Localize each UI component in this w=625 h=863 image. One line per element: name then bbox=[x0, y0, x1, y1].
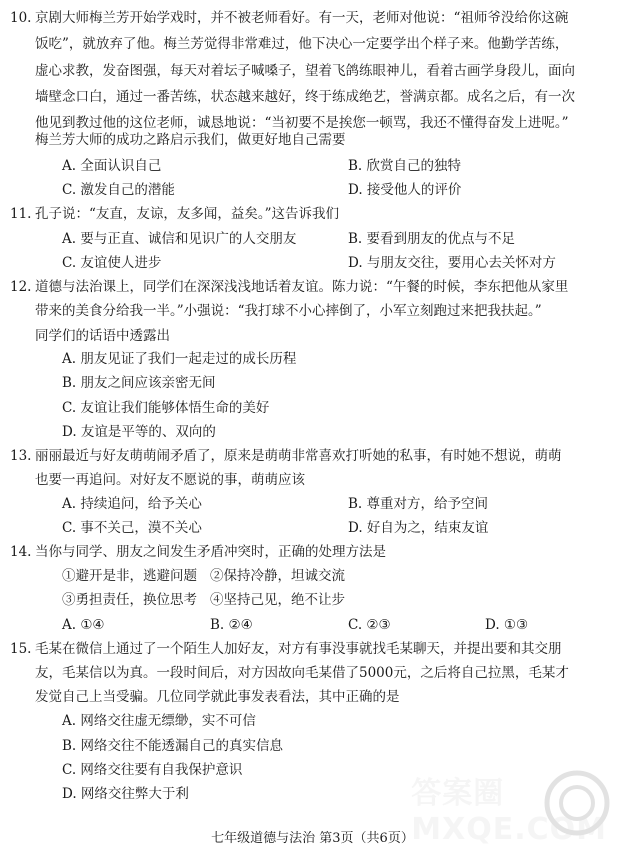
option-b: B. ②④ bbox=[210, 617, 253, 633]
question-number: 15. bbox=[10, 641, 32, 657]
question-text-line: 京剧大师梅兰芳开始学戏时，并不被老师看好。有一天，老师对他说：“祖师爷没给你这碗 bbox=[35, 10, 569, 26]
question-text-line: 同学们的话语中透露出 bbox=[35, 328, 170, 344]
question-text-line: 他见到教过他的这位老师，诚恳地说：“当初要不是挨您一顿骂，我还不懂得奋发上进呢。” bbox=[35, 115, 569, 131]
question-text-line: 当你与同学、朋友之间发生矛盾冲突时，正确的处理方法是 bbox=[35, 544, 386, 560]
option-c: C. 事不关己，漠不关心 bbox=[62, 520, 202, 536]
option-a: A. ①④ bbox=[62, 617, 105, 633]
option-d: D. 接受他人的评价 bbox=[348, 182, 462, 198]
option-b: B. 朋友之间应该亲密无间 bbox=[62, 375, 216, 391]
question-text-line: 友，毛某信以为真。一段时间后，对方因故向毛某借了5000元，之后将自己拉黑，毛某才 bbox=[35, 665, 569, 681]
option-b: B. 要看到朋友的优点与不足 bbox=[348, 231, 516, 247]
option-d: D. ①③ bbox=[485, 617, 529, 633]
question-text-line: 孔子说：“友直，友谅，友多闻，益矣。”这告诉我们 bbox=[35, 206, 340, 222]
question-text-line: 毛某在微信上通过了一个陌生人加好友，对方有事没事就找毛某聊天，并提出要和其交朋 bbox=[35, 641, 562, 657]
option-d: D. 网络交往弊大于利 bbox=[62, 786, 189, 802]
statement-1: ①避开是非，逃避问题 bbox=[62, 568, 197, 584]
question-number: 14. bbox=[10, 544, 32, 560]
option-d: D. 友谊是平等的、双向的 bbox=[62, 424, 216, 440]
option-c: C. 网络交往要有自我保护意识 bbox=[62, 762, 243, 778]
option-d: D. 与朋友交往，要用心去关怀对方 bbox=[348, 255, 556, 271]
question-number: 11. bbox=[10, 206, 32, 222]
option-a: A. 要与正直、诚信和见识广的人交朋友 bbox=[62, 231, 297, 247]
question-text-line: 墙壁念口白，通过一番苦练，状态越来越好，终于练成绝艺，誉满京都。成名之后，有一次 bbox=[35, 89, 575, 105]
option-a: A. 全面认识自己 bbox=[62, 158, 162, 174]
statement-4: ④坚持己见，绝不让步 bbox=[210, 592, 345, 608]
question-text-line: 带来的美食分给我一半。”小强说：“我打球不小心摔倒了，小军立刻跑过来把我扶起。” bbox=[35, 303, 542, 319]
statement-2: ②保持冷静，坦诚交流 bbox=[210, 568, 345, 584]
option-a: A. 网络交往虚无缥缈，实不可信 bbox=[62, 713, 256, 729]
option-d: D. 好自为之，结束友谊 bbox=[348, 520, 489, 536]
option-c: C. ②③ bbox=[348, 617, 391, 633]
option-b: B. 网络交往不能透漏自己的真实信息 bbox=[62, 738, 284, 754]
statement-3: ③勇担责任，换位思考 bbox=[62, 592, 197, 608]
watermark-text: 答案圈 MXQE.COM bbox=[411, 776, 607, 847]
option-b: B. 欣赏自己的独特 bbox=[348, 158, 462, 174]
option-a: A. 持续追问，给予关心 bbox=[62, 496, 202, 512]
question-text-line: 梅兰芳大师的成功之路启示我们，做更好地自己需要 bbox=[35, 132, 346, 148]
option-a: A. 朋友见证了我们一起走过的成长历程 bbox=[62, 351, 297, 367]
option-c: C. 友谊使人进步 bbox=[62, 255, 162, 271]
question-text-line: 虚心求教，发奋图强，每天对着坛子喊嗓子，望着飞鸽练眼神儿，看着古画学身段儿，面向 bbox=[35, 63, 575, 79]
watermark-logo bbox=[411, 763, 617, 853]
question-number: 12. bbox=[10, 279, 32, 295]
question-number: 10. bbox=[10, 10, 32, 26]
page-footer: 七年级道德与法治 第3页（共6页） bbox=[211, 831, 414, 846]
question-text-line: 饭吃”，就放弃了他。梅兰芳觉得非常难过，他下决心一定要学出个样子来。他勤学苦练， bbox=[35, 36, 569, 52]
option-c: C. 友谊让我们能够体悟生命的美好 bbox=[62, 400, 270, 416]
question-number: 13. bbox=[10, 448, 32, 464]
option-b: B. 尊重对方，给予空间 bbox=[348, 496, 489, 512]
question-text-line: 丽丽最近与好友萌萌闹矛盾了，原来是萌萌非常喜欢打听她的私事，有时她不想说，萌萌 bbox=[35, 448, 562, 464]
option-c: C. 激发自己的潜能 bbox=[62, 182, 175, 198]
question-text-line: 也要一再追问。对好友不愿说的事，萌萌应该 bbox=[35, 472, 305, 488]
question-text-line: 道德与法治课上，同学们在深深浅浅地话着友谊。陈力说：“午餐的时候，李东把他从家里 bbox=[35, 279, 569, 295]
question-text-line: 发觉自己上当受骗。几位同学就此事发表看法，其中正确的是 bbox=[35, 689, 400, 705]
